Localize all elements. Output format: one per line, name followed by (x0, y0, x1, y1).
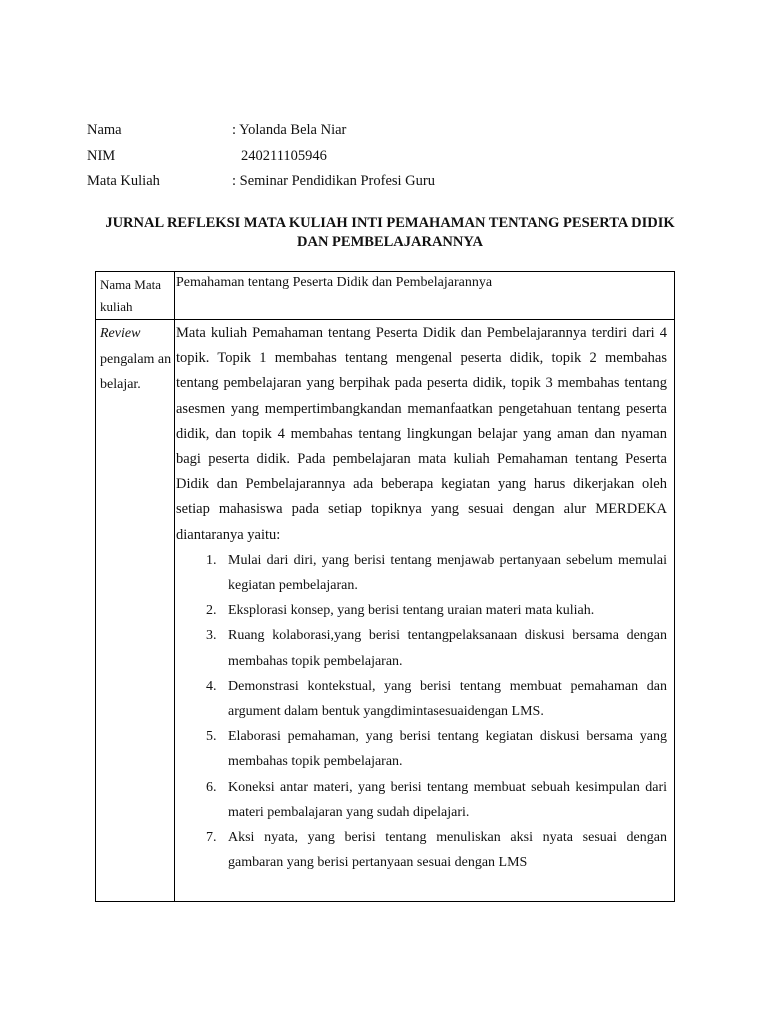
list-item-number: 7. (206, 830, 217, 846)
name-label: Nama (87, 122, 122, 138)
document-title: JURNAL REFLEKSI MATA KULIAH INTI PEMAHAMAN TENTANG PESERTA DIDIK DAN PEMBELAJARANNYA (105, 215, 675, 250)
list-item (176, 548, 667, 598)
student-info-block (87, 118, 435, 195)
course-label: Mata Kuliah (87, 173, 160, 189)
name-value: : Yolanda Bela Niar (232, 122, 347, 138)
list-item (176, 724, 667, 774)
list-item-number: 1. (206, 552, 217, 568)
list-item (176, 775, 667, 825)
list-item-number: 4. (206, 678, 217, 694)
list-item (176, 825, 667, 875)
list-item-text: Mulai dari diri, yang berisi tentang menjawab pertanyaan sebelum memulai kegiatan pembelajaran. (228, 552, 667, 594)
list-item-text: Aksi nyata, yang berisi tentang menuliskan aksi nyata sesuai dengan gambaran yang berisi pertanyaan sesuai dengan LMS (228, 830, 667, 871)
review-content-cell (176, 321, 667, 875)
row-divider (96, 319, 674, 320)
list-item-text: Koneksi antar materi, yang berisi tentang membuat sebuah kesimpulan dari materi pembalajaran yang sudah dipelajari. (228, 779, 667, 820)
header-label-cell: Nama Mata kuliah (100, 277, 162, 314)
list-item (176, 674, 667, 724)
review-label-rest: pengalam an belajar. (100, 351, 172, 392)
list-item-text: Elaborasi pemahaman, yang berisi tentang kegiatan diskusi bersama yang membahas topik pembelajaran. (228, 729, 667, 770)
list-item-text: Demonstrasi kontekstual, yang berisi tentang membuat pemahaman dan argument dalam bentuk yangdimintasesuaidengan LMS. (228, 678, 667, 720)
list-item-text: Ruang kolaborasi,yang berisi tentangpelaksanaan diskusi bersama dengan membahas topik pembelajaran. (228, 628, 667, 669)
info-row-course (87, 169, 435, 195)
merdeka-steps-list (176, 548, 667, 876)
reflection-table (95, 271, 675, 902)
review-label-italic: Review (100, 326, 141, 341)
nim-value: 240211105946 (241, 147, 327, 164)
list-item (176, 598, 667, 623)
header-value-cell: Pemahaman tentang Peserta Didik dan Pembelajarannya (176, 275, 493, 290)
info-row-nim (87, 144, 435, 170)
info-row-name (87, 118, 435, 144)
list-item-number: 5. (206, 729, 217, 745)
list-item-number: 2. (206, 603, 217, 619)
review-paragraph: Mata kuliah Pemahaman tentang Peserta Didik dan Pembelajarannya terdiri dari 4 topik. Topik 1 membahas tentang mengenal peserta didik, topik 2 membahas tentang pembelajaran yang berpihak pada peserta didik, topik 3 membahas tentang asesmen yang mempertimbangkandan memanfaatkan pengetahuan tentang peserta didik, dan topik 4 membahas tentang lingkungan belajar yang aman dan nyaman bagi peserta didik. Pada pembelajaran mata kuliah Pemahaman tentang Peserta Didik dan Pembelajarannya ada beberapa kegiatan yang harus dikerjakan oleh setiap mahasiswa pada setiap topiknya yang sesuai dengan alur MERDEKA diantaranya yaitu: (176, 325, 667, 543)
list-item-number: 6. (206, 779, 217, 795)
nim-label: NIM (87, 147, 116, 164)
review-label-cell (100, 321, 174, 398)
course-value: : Seminar Pendidikan Profesi Guru (232, 173, 435, 189)
list-item-number: 3. (206, 628, 217, 644)
column-divider (174, 272, 175, 901)
list-item-text: Eksplorasi konsep, yang berisi tentang uraian materi mata kuliah. (228, 603, 595, 619)
list-item (176, 623, 667, 673)
